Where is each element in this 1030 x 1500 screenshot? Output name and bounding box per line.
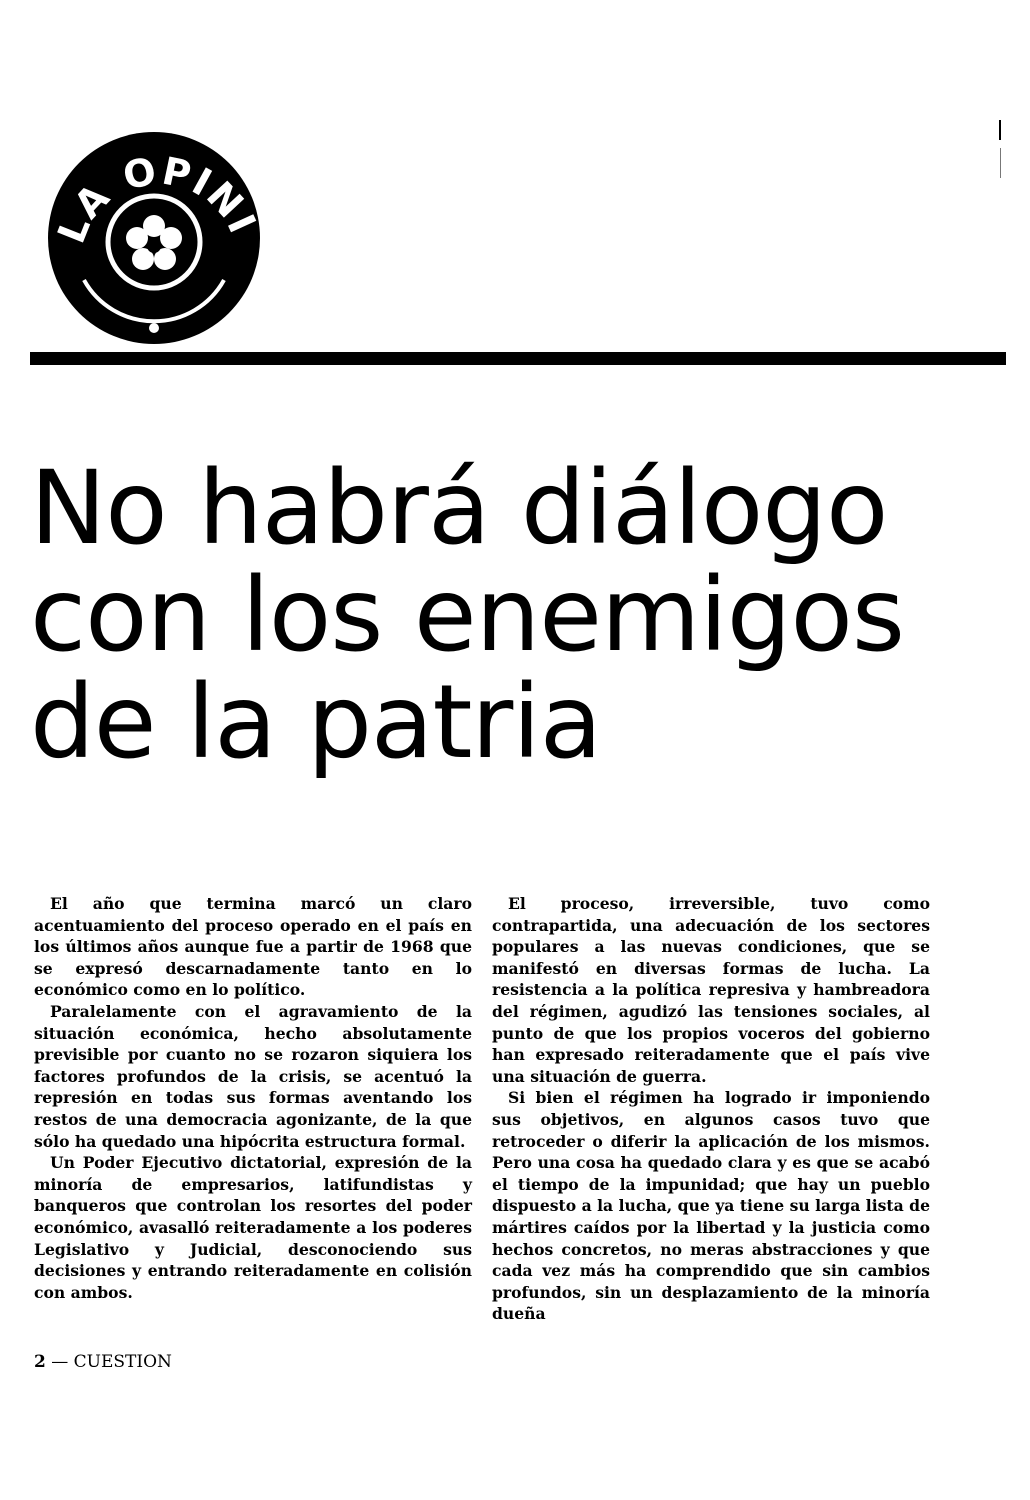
headline-line: con los enemigos — [30, 556, 905, 675]
paragraph: El proceso, irreversible, tuvo como contrapartida, una adecuación de los sectores populares a las nuevas condiciones, que se manifestó en diversas formas de lucha. La resistencia a la política represiva y hambreadora del régimen, agudizó las tensiones sociales, al punto de que los propios voceros del gobierno han expresado reiteradamente que el país vive una situación de guerra. — [492, 894, 930, 1086]
footer-separator: — — [51, 1352, 69, 1372]
logo-text: LA OPINI — [49, 148, 264, 250]
header-rule — [30, 352, 1006, 365]
article-column-right — [492, 893, 930, 1325]
headline-line: No habrá diálogo — [30, 449, 888, 568]
paragraph: El año que termina marcó un claro acentuamiento del proceso operado en el país en los últimos años aunque fue a partir de 1968 que se expresó descarnadamente tanto en lo económico como en lo político. — [34, 894, 472, 1000]
headline-line: de la patria — [30, 663, 602, 782]
article-column-left — [34, 893, 472, 1303]
la-opinion-logo — [44, 120, 264, 350]
margin-mark — [996, 120, 1004, 180]
paragraph: Un Poder Ejecutivo dictatorial, expresión de la minoría de empresarios, latifundistas y banqueros que controlan los resortes del poder económico, avasalló reiteradamente a los poderes Legislativo y Judicial, desconociendo sus decisiones y entrando reiteradamente en colisión con ambos. — [34, 1153, 472, 1302]
publication-name: CUESTION — [73, 1352, 172, 1372]
page-footer — [34, 1352, 172, 1372]
paragraph: Si bien el régimen ha logrado ir imponiendo sus objetivos, en algunos casos tuvo que retroceder o diferir la aplicación de los mismos. Pero una cosa ha quedado clara y es que se acabó el tiempo de la impunidad; que hay un pueblo dispuesto a la lucha, que ya tiene su larga lista de mártires caídos por la libertad y la justicia como hechos concretos, no meras abstracciones y que cada vez más ha comprendido que sin cambios profundos, sin un desplazamiento de la minoría dueña — [492, 1088, 930, 1324]
page-number: 2 — [34, 1352, 46, 1372]
la-opinion-logo-emblem — [44, 120, 264, 350]
paragraph: Paralelamente con el agravamiento de la situación económica, hecho absolutamente previsible por cuanto no se rozaron siquiera los factores profundos de la crisis, se acentuó la represión en todas sus formas aventando los restos de una democracia agonizante, de la que sólo ha quedado una hipócrita estructura formal. — [34, 1001, 472, 1151]
headline — [30, 449, 1020, 782]
